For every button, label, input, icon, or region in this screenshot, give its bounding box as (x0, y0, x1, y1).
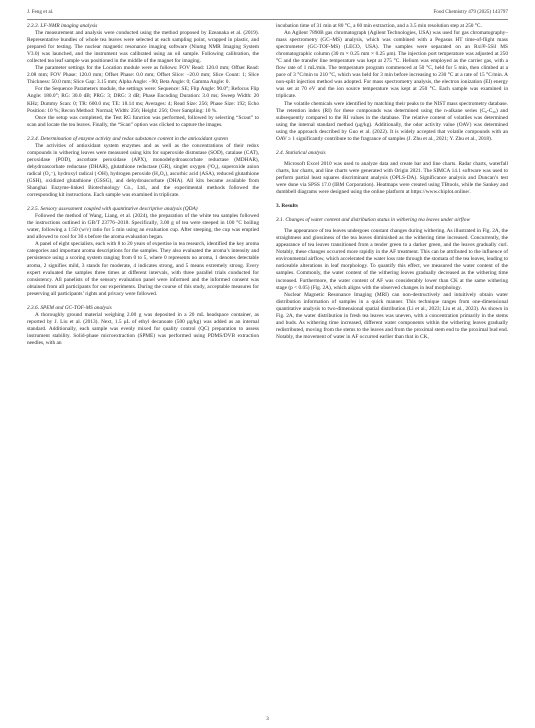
spacer (27, 129, 259, 136)
paragraph: The measurement and analysis were conducted using the method proposed by Ezeanaka et al. (2019). Representative bundles of whole tea leaves were selected at each sampling point, wrapped in plastic, and prepared for testing. The nuclear magnetic resonance imaging software (Niumg NMR Imaging System V3.0) was launched, and the instrument was calibrated using an oil sample. Following calibration, the collected tea leaf sample was positioned in the middle of the magnet for imaging. (27, 30, 259, 65)
section-heading: 2.3.4. Determination of enzyme activity and redox substance content in the antioxidant system (27, 135, 228, 142)
right-column (276, 23, 508, 341)
spacer (276, 196, 508, 203)
paragraph: Followed the method of Wang, Liang, et al. (2024), the preparation of the white tea samples followed the instructions outlined in GB/T 23776–2018. Specifically, 3.00 g of tea were steeped in 100 °C boiling water, following a 1:50 (w/v) ratio for 5 min using an evaluation cup. After steeping, the cup was emptied and allowed to cool for 30 s before the aroma evaluation began. (27, 213, 259, 241)
paragraph: An Agilent 7890B gas chromatograph (Agilent Technologies, USA) was used for gas chromatography–mass spectrometry (GC–MS) analysis, which was combined with a Pegasus HT time-of-flight mass spectrometer (GC-TOF-MS) (LECO, USA). The samples were separated on an Rxi®-5Sil MS chromatographic column (30 m × 0.25 mm × 0.25 μm). The injection port temperature was adjusted at 250 °C and the transfer line temperature was kept at 275 °C. Helium was employed as the carrier gas, with a flow rate of 1 mL/min. The temperature program commenced at 50 °C, held for 5 min, then climbed at a pace of 3 °C/min to 210 °C, which was held for 3 min before increasing to 230 °C at a rate of 15 °C/min. A non-split injection method was adopted. For mass spectrometry analysis, the electron ionization (EI) energy was set at 70 eV and the ion source temperature was kept at 250 °C. Each sample was examined in triplicate. (276, 30, 508, 100)
paragraph: For the Sequence Parameters module, the settings were: Sequence: SE; Flip Angle: 90.0°; Refocus Flip Angle: 180.0°; RG: 30.0 dB; PRG: 3; DRG: 3 dB; Phase Encoding Duration: 3.0 ms; Sweep Width: 20 KHz; Dummy Scan: 0; TR: 600.0 ms; TE: 18.14 ms; Averages: 4; Read Size: 256; Phase Size: 192; Echo Position: 10 %; Recon Method: Normal; Width: 256; Height: 256; Over Sampling: 10 %. (27, 86, 259, 114)
paragraph: Microsoft Excel 2010 was used to analyze data and create bar and line charts. Radar charts, waterfall charts, bar charts, and line charts were generated with Origin 2021. The SIMCA 14.1 software was used to perform partial least squares discriminant analysis (OPLS-DA). Significance analysis and Duncan’s test were done via SPSS 17.0 (IBM Corporation). Heatmaps were created using TBtools, while the Sankey and dumbbell diagrams were designed using the online platform at https://www.chiplot.online/. (276, 160, 508, 196)
running-header-journal: Food Chemistry 479 (2025) 143797 (433, 9, 508, 15)
section-heading: 2.3.6. SPEM and GC-TOF-MS analysis (27, 304, 112, 311)
spacer (27, 298, 259, 305)
section-heading: 2.3.5. Sensory assessment coupled with quantitative descriptive analysis (QDA) (27, 206, 198, 213)
section-heading: 3.1. Changes of water content and distribution status in withering tea leaves under airflow (276, 217, 471, 224)
spacer (276, 143, 508, 150)
paragraph: The activities of antioxidant system enzymes and as well as the concentrations of their redox compounds in withering leaves were measured using kits for superoxide dismutase (SOD), catalase (CAT), peroxidase (POD), ascorbate peroxidase (APX), monodehydroascorbate reductase (MDHAR), dehydroascorbate reductase (DHAR), glutathione reductase (GR), singlet oxygen (¹O₂), superoxide anion radical (O₂⁻), hydroxyl radical (·OH), hydrogen peroxide (H₂O₂), ascorbic acid (ASA), reduced glutathione (GSH), oxidized glutathione (GSSG), and dehydroascorbate (DHA). All kits became available from Shanghai Enzyme-linked Biotechnology Co., Ltd., and the experimental methods followed the corresponding kit instructions. Each sample was examined in triplicate. (27, 142, 259, 199)
paragraph: A panel of eight specialists, each with 8 to 20 years of expertise in tea research, identified the key aroma categories and important aroma descriptions for the samples. They also evaluated the aroma’s intensity and persistence using a scoring system ranging from 0 to 5, where 0 represents no aroma, 1 denotes detectable aroma, 2 signifies mild, 3 stands for moderate, 4 indicates strong, and 5 means extremely strong. Every expert evaluated the samples three times at different intervals, with three parallel trials conducted for consistency. All panelists of the sensory evaluation panel were informed and the informed consent was obtained from all participants for our experiments. During the course of this study, acceptable measures for preserving all participants’ rights and privacy were followed. (27, 241, 259, 297)
section-heading: 2.4. Statistical analysis (276, 149, 326, 156)
section-heading: 2.3.3. LF-NMR imaging analysis (27, 23, 98, 29)
paragraph: The volatile chemicals were identified by matching their peaks to the NIST mass spectrometry database. The retention index (RI) for these compounds was determined using the n-alkane series (C₈-C₃₀) and subsequently compared to the RI values in the database. The relative content of volatiles was determined using the internal standard method (μg/kg). Additionally, the odor activity value (OAV) was determined using the approach described by Guo et al. (2022). It is widely accepted that volatile compounds with an OAV ≥ 1 significantly contribute to the fragrance of samples (J. Zhu et al., 2021; Y. Zhu et al., 2018). (276, 100, 508, 142)
paragraph: The parameter settings for the Location module were as follows: FOV Read: 120.0 mm; Offset Read: 2.08 mm; FOV Phase: 120.0 mm; Offset Phase: 0.0 mm; Offset Slice: −20.0 mm; Slice Count: 1; Slice Thickness: 50.0 mm; Slice Gap: 3.15 mm; Alpha Angle: −90; Beta Angle: 0; Gamma Angle: 0. (27, 65, 259, 86)
paragraph: incubation time of 31 min at 80 °C, a 60 min extraction, and a 3.5 min resolution step at 250 °C. (276, 23, 482, 29)
paragraph: A thoroughly ground material weighing 2.00 g was deposited in a 20 mL headspace container, as reported by J. Liu et al. (2013). Next, 1.5 μL of ethyl decanoate (500 μg/kg) was added as an internal standard. Additionally, each sample was evenly mixed for quality control (QC) preparation to assess instrument stability. Solid-phase microextraction (SPME) was performed using PDMS/DVB extraction needles, with an (27, 311, 259, 346)
section-heading: 3. Results (276, 203, 298, 210)
header-rule (27, 19, 508, 20)
paragraph: The appearance of tea leaves undergoes constant changes during withering. As illustrated in Fig. 2A, the straightness and glossiness of the tea leaves diminished as the withering time increased. Concurrently, the appearance of tea leaves transitioned from a tender green to a darker green, and the leaves gradually curl. Notably, these changes occurred more rapidly in the AF treatment. This can be attributed to the influence of environmental airflow, which accelerated the water loss rate through the stomata of the tea leaves, leading to noticeable alterations in leaf morphology. To quantify this effect, we measured the water content of the samples. Commonly, the water content of the withering leaves gradually decreased as the withering time increased. Furthermore, the water content of AF was considerably lower than CK at the same withering stage (p < 0.05) (Fig. 2A), which aligns with the observed changes in leaf morphology. (276, 228, 509, 291)
page-number: 3 (266, 716, 269, 722)
paragraph: Nuclear Magnetic Resonance Imaging (MRI) can non-destructively and intuitively obtain water distribution information of samples in a quick manner. This technique ranges from one-dimensional quantitative analysis to two-dimensional spatial distribution (Li et al., 2023; Liu et al., 2023). As shown in Fig. 2A, the water distribution in fresh tea leaves was uneven, with a concentration primarily in the stems and buds. As withering time increased, different water components within the withering leaves gradually redistributed, moving from the stems to the leaves and from the proximal stem end to the proximal bud end. Notably, the movement of water in AF occurred earlier than that in CK, (276, 291, 508, 340)
paragraph: Once the setup was completed, the Test RG function was performed, followed by selecting “Scout” to scan and locate the tea leaves. Finally, the “Scan” option was clicked to capture the images. (27, 114, 259, 128)
left-column (27, 23, 259, 347)
running-header-authors: J. Feng et al. (27, 9, 54, 15)
